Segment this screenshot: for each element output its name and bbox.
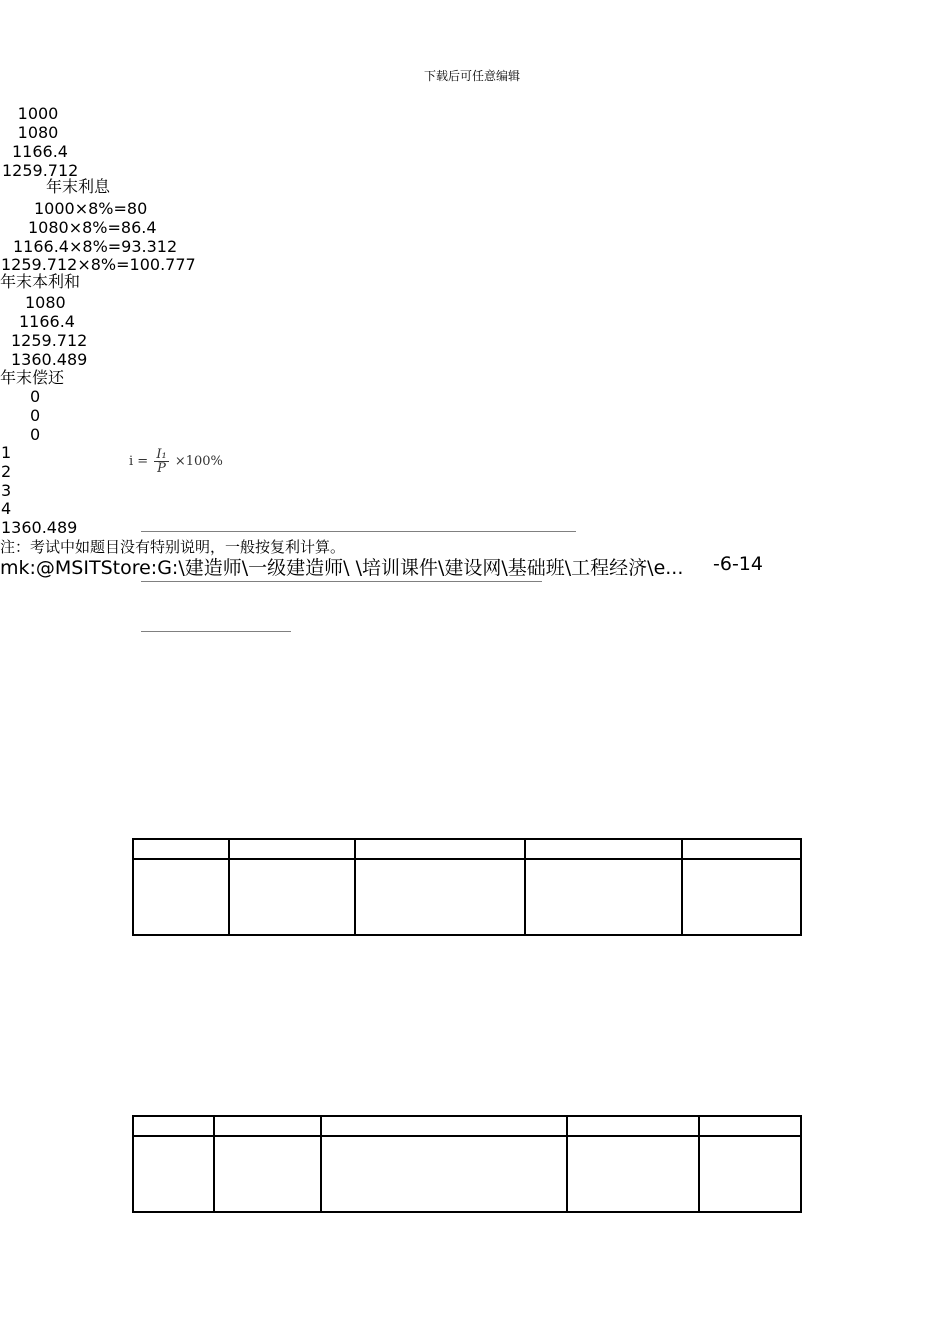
repay-value: 0: [30, 425, 41, 444]
divider-line: [141, 631, 291, 632]
table-cell: [355, 839, 525, 859]
sum-value: 1080: [25, 293, 66, 312]
page-header-note: 下载后可任意编辑: [424, 69, 521, 83]
table-cell: [355, 859, 525, 935]
repay-value: 0: [30, 406, 41, 425]
interest-value: 1259.712×8%=100.777: [1, 255, 196, 274]
table-cell: [133, 1136, 214, 1212]
sum-value: 1166.4: [19, 312, 75, 331]
table-cell: [525, 859, 682, 935]
formula-rhs: ×100%: [174, 454, 223, 469]
table-cell: [525, 839, 682, 859]
empty-table: [132, 838, 802, 936]
table-cell: [133, 839, 229, 859]
principal-value: 1166.4: [12, 142, 68, 161]
year-label: 3: [1, 481, 12, 500]
formula-denominator: P: [157, 461, 166, 476]
interest-title: 年末利息: [46, 177, 111, 196]
table-cell: [321, 1116, 567, 1136]
table-cell: [321, 1136, 567, 1212]
table-cell: [682, 859, 801, 935]
table-cell: [214, 1116, 321, 1136]
interest-value: 1000×8%=80: [34, 199, 148, 218]
table-cell: [699, 1136, 801, 1212]
interest-value: 1166.4×8%=93.312: [13, 237, 178, 256]
repay-value: 0: [30, 387, 41, 406]
formula-fraction: [154, 448, 168, 475]
year-label: 1: [1, 443, 12, 462]
sum-value: 1259.712: [11, 331, 88, 350]
interest-rate-formula: [129, 448, 223, 475]
year-label: 2: [1, 462, 12, 481]
table-cell: [699, 1116, 801, 1136]
sum-value: 1360.489: [11, 350, 88, 369]
table-cell: [567, 1116, 699, 1136]
table-cell: [682, 839, 801, 859]
formula-lhs: i =: [129, 454, 149, 469]
principal-value: 1259.712: [2, 161, 79, 180]
table-cell: [133, 859, 229, 935]
table-cell: [229, 859, 355, 935]
final-repay-value: 1360.489: [1, 518, 78, 537]
empty-table: [132, 1115, 802, 1213]
source-date-suffix: -6-14: [713, 553, 763, 575]
divider-line: [141, 531, 576, 532]
source-path-text: mk:@MSITStore:G:\建造师\一级建造师\ \培训课件\建设网\基础班\工程经济\e...: [0, 557, 684, 579]
table-cell: [214, 1136, 321, 1212]
principal-value: 1000: [17, 104, 59, 123]
table-cell: [229, 839, 355, 859]
source-path-link[interactable]: [0, 553, 683, 580]
formula-numerator: I₁: [156, 447, 167, 462]
table-cell: [133, 1116, 214, 1136]
year-label: 4: [1, 499, 12, 518]
principal-value: 1080: [17, 123, 59, 142]
compound-interest-note: 注：考试中如题目没有特别说明，一般按复利计算。: [0, 538, 346, 556]
sum-title: 年末本利和: [0, 272, 81, 291]
divider-line: [141, 581, 542, 582]
interest-value: 1080×8%=86.4: [28, 218, 157, 237]
repay-title: 年末偿还: [0, 368, 65, 387]
table-cell: [567, 1136, 699, 1212]
